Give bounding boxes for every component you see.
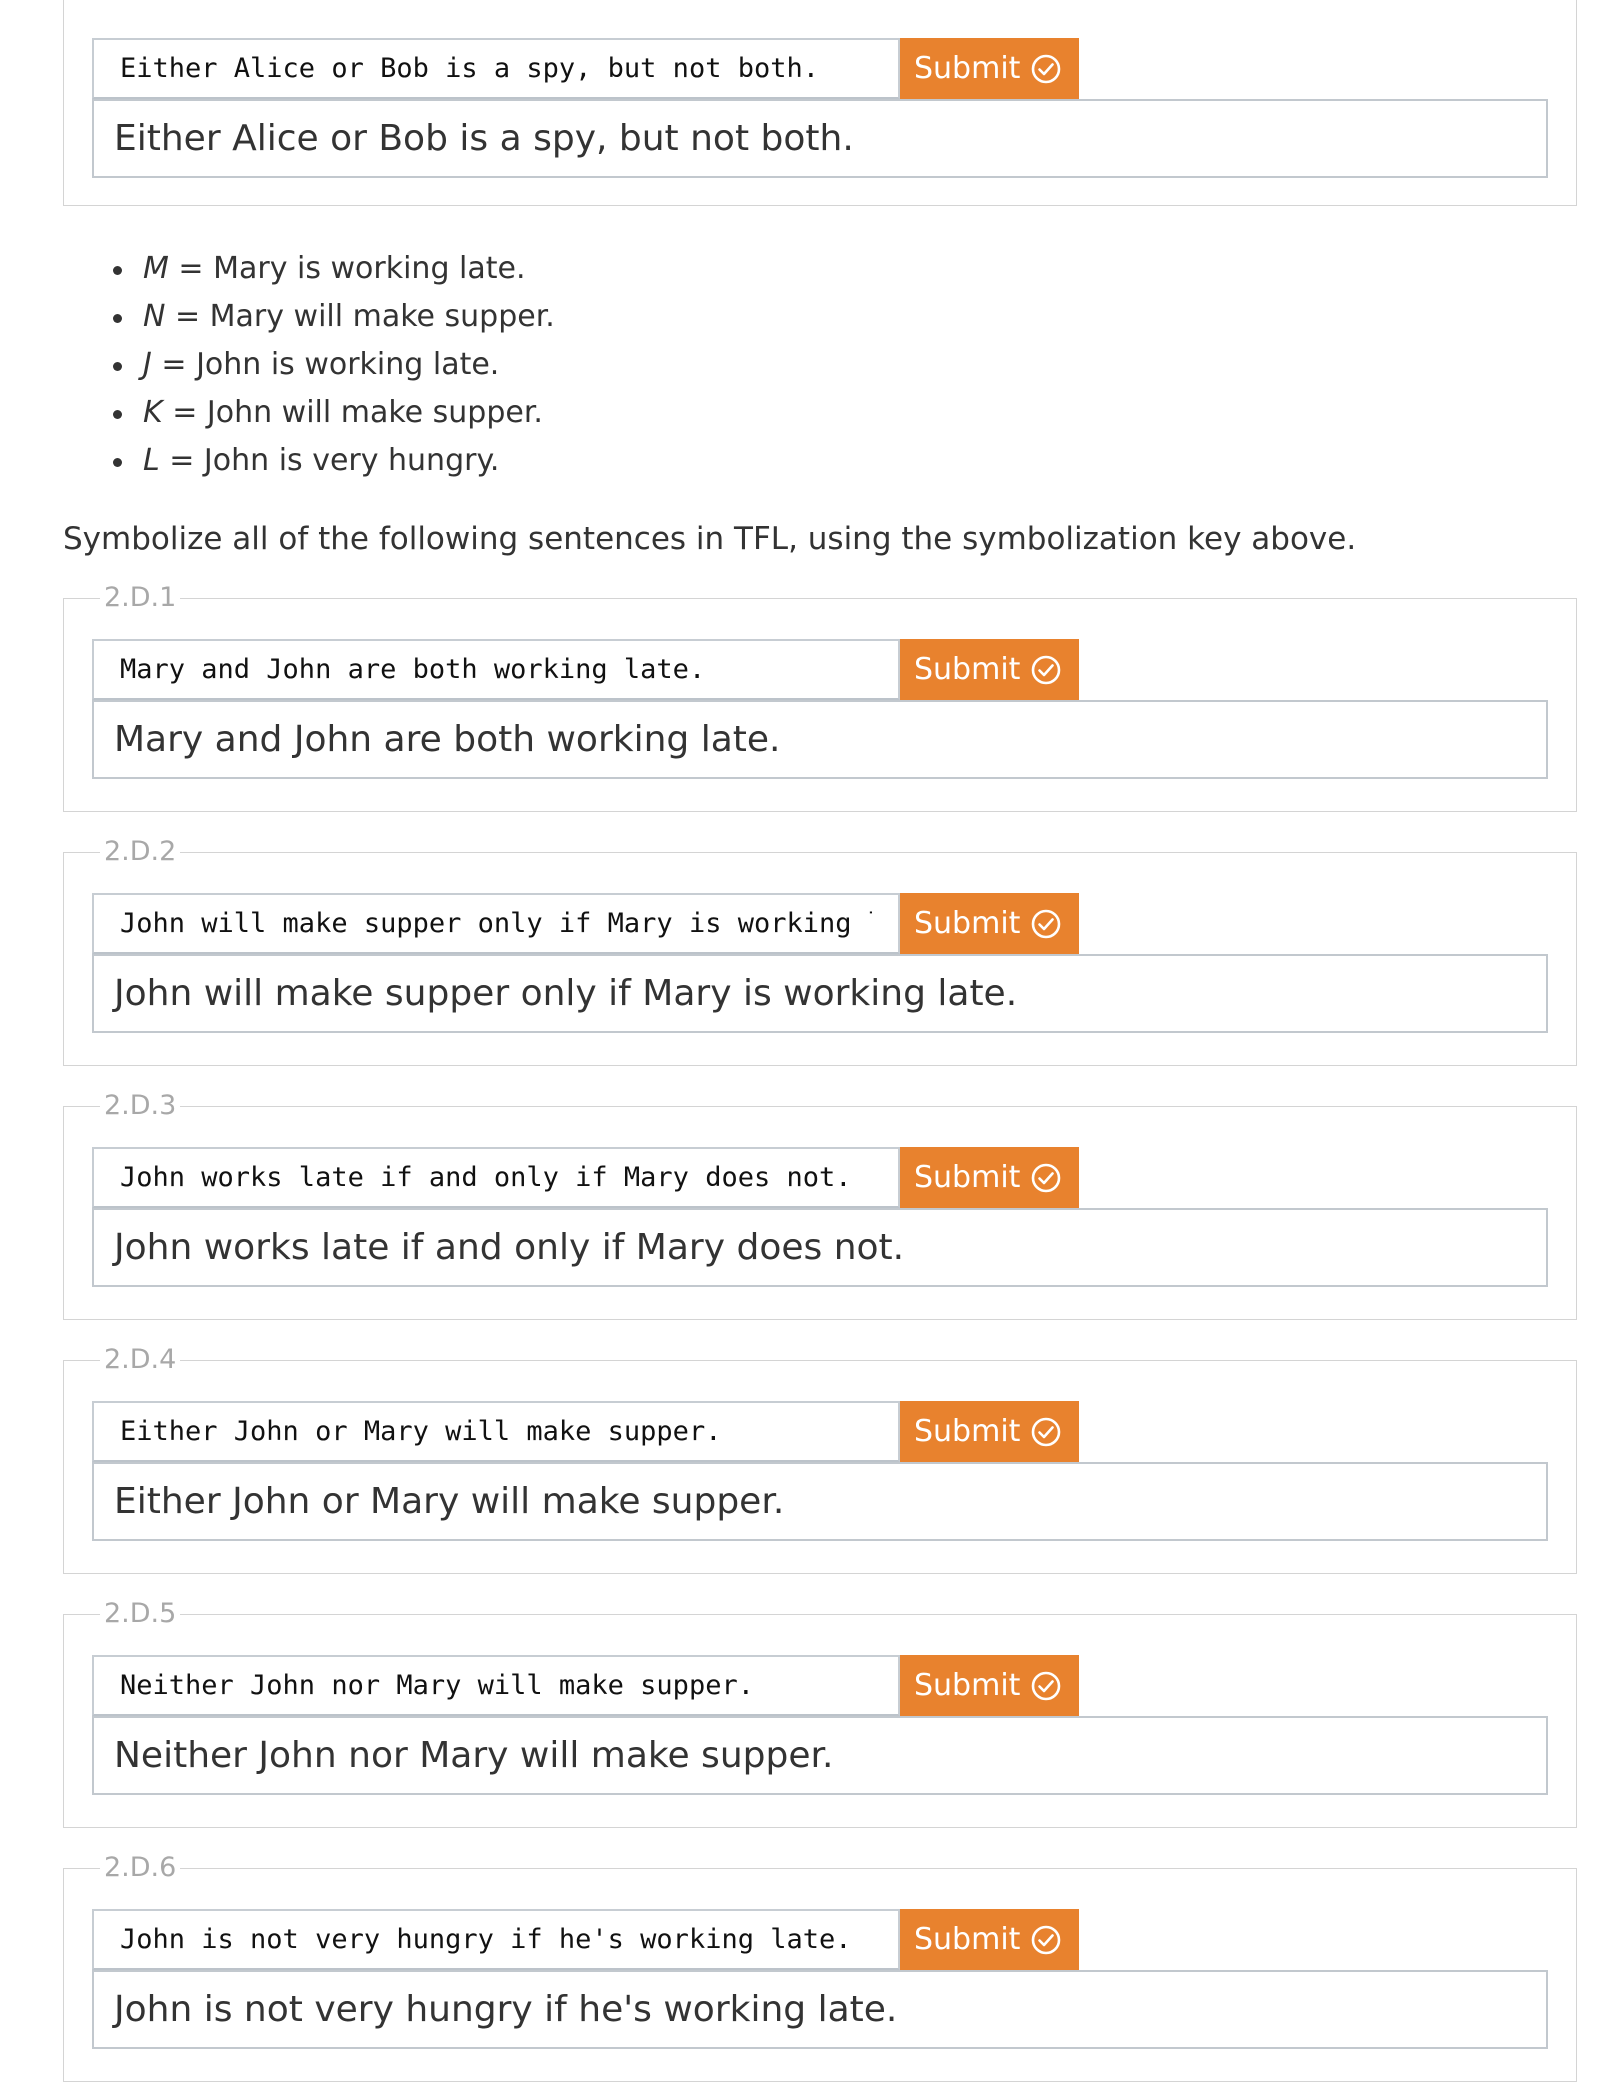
answer-input[interactable] — [92, 1401, 900, 1462]
key-item: N = Mary will make supper. — [143, 293, 555, 341]
answer-preview: Mary and John are both working late. — [92, 700, 1548, 779]
submit-button[interactable] — [900, 1147, 1079, 1208]
exercise-label: 2.D.6 — [100, 1850, 180, 1886]
exercise-2d6 — [63, 1852, 1577, 2082]
submit-label: Submit — [914, 51, 1021, 86]
exercise-2d5 — [63, 1598, 1577, 1828]
answer-preview: John will make supper only if Mary is working late. — [92, 954, 1548, 1033]
answer-preview: Either John or Mary will make supper. — [92, 1462, 1548, 1541]
check-circle-icon — [1030, 908, 1062, 940]
exercise-label: 2.D.5 — [100, 1596, 180, 1632]
answer-preview: John is not very hungry if he's working late. — [92, 1970, 1548, 2049]
check-circle-icon — [1030, 53, 1062, 85]
answer-input[interactable] — [92, 1147, 900, 1208]
key-item: J = John is working late. — [143, 341, 555, 389]
exercise-2d2 — [63, 836, 1577, 1066]
check-circle-icon — [1030, 1416, 1062, 1448]
answer-input[interactable] — [92, 38, 900, 99]
exercise-label: 2.D.3 — [100, 1088, 180, 1124]
submit-button[interactable] — [900, 1655, 1079, 1716]
exercise-label: 2.D.1 — [100, 580, 180, 616]
submit-label: Submit — [914, 652, 1021, 687]
submit-button[interactable] — [900, 38, 1079, 99]
answer-input[interactable] — [92, 1655, 900, 1716]
submit-button[interactable] — [900, 1401, 1079, 1462]
answer-preview: John works late if and only if Mary does not. — [92, 1208, 1548, 1287]
answer-preview: Either Alice or Bob is a spy, but not both. — [92, 99, 1548, 178]
submit-label: Submit — [914, 1668, 1021, 1703]
answer-input[interactable] — [92, 639, 900, 700]
exercise-label: 2.D.2 — [100, 834, 180, 870]
check-circle-icon — [1030, 1162, 1062, 1194]
exercise-2d3 — [63, 1090, 1577, 1320]
answer-preview: Neither John nor Mary will make supper. — [92, 1716, 1548, 1795]
exercise-2d1 — [63, 582, 1577, 812]
submit-label: Submit — [914, 906, 1021, 941]
submit-button[interactable] — [900, 639, 1079, 700]
key-item: M = Mary is working late. — [143, 245, 555, 293]
answer-input[interactable] — [92, 893, 900, 954]
check-circle-icon — [1030, 654, 1062, 686]
exercise-label: 2.D.4 — [100, 1342, 180, 1378]
exercise-2d4 — [63, 1344, 1577, 1574]
check-circle-icon — [1030, 1924, 1062, 1956]
check-circle-icon — [1030, 1670, 1062, 1702]
instructions-text: Symbolize all of the following sentences in TFL, using the symbolization key above. — [63, 521, 1357, 557]
submit-label: Submit — [914, 1414, 1021, 1449]
key-item: L = John is very hungry. — [143, 437, 555, 485]
submit-button[interactable] — [900, 893, 1079, 954]
submit-label: Submit — [914, 1922, 1021, 1957]
submit-button[interactable] — [900, 1909, 1079, 1970]
answer-input[interactable] — [92, 1909, 900, 1970]
exercise-2c6 — [63, 0, 1577, 206]
key-item: K = John will make supper. — [143, 389, 555, 437]
symbolization-key — [143, 245, 555, 485]
submit-label: Submit — [914, 1160, 1021, 1195]
